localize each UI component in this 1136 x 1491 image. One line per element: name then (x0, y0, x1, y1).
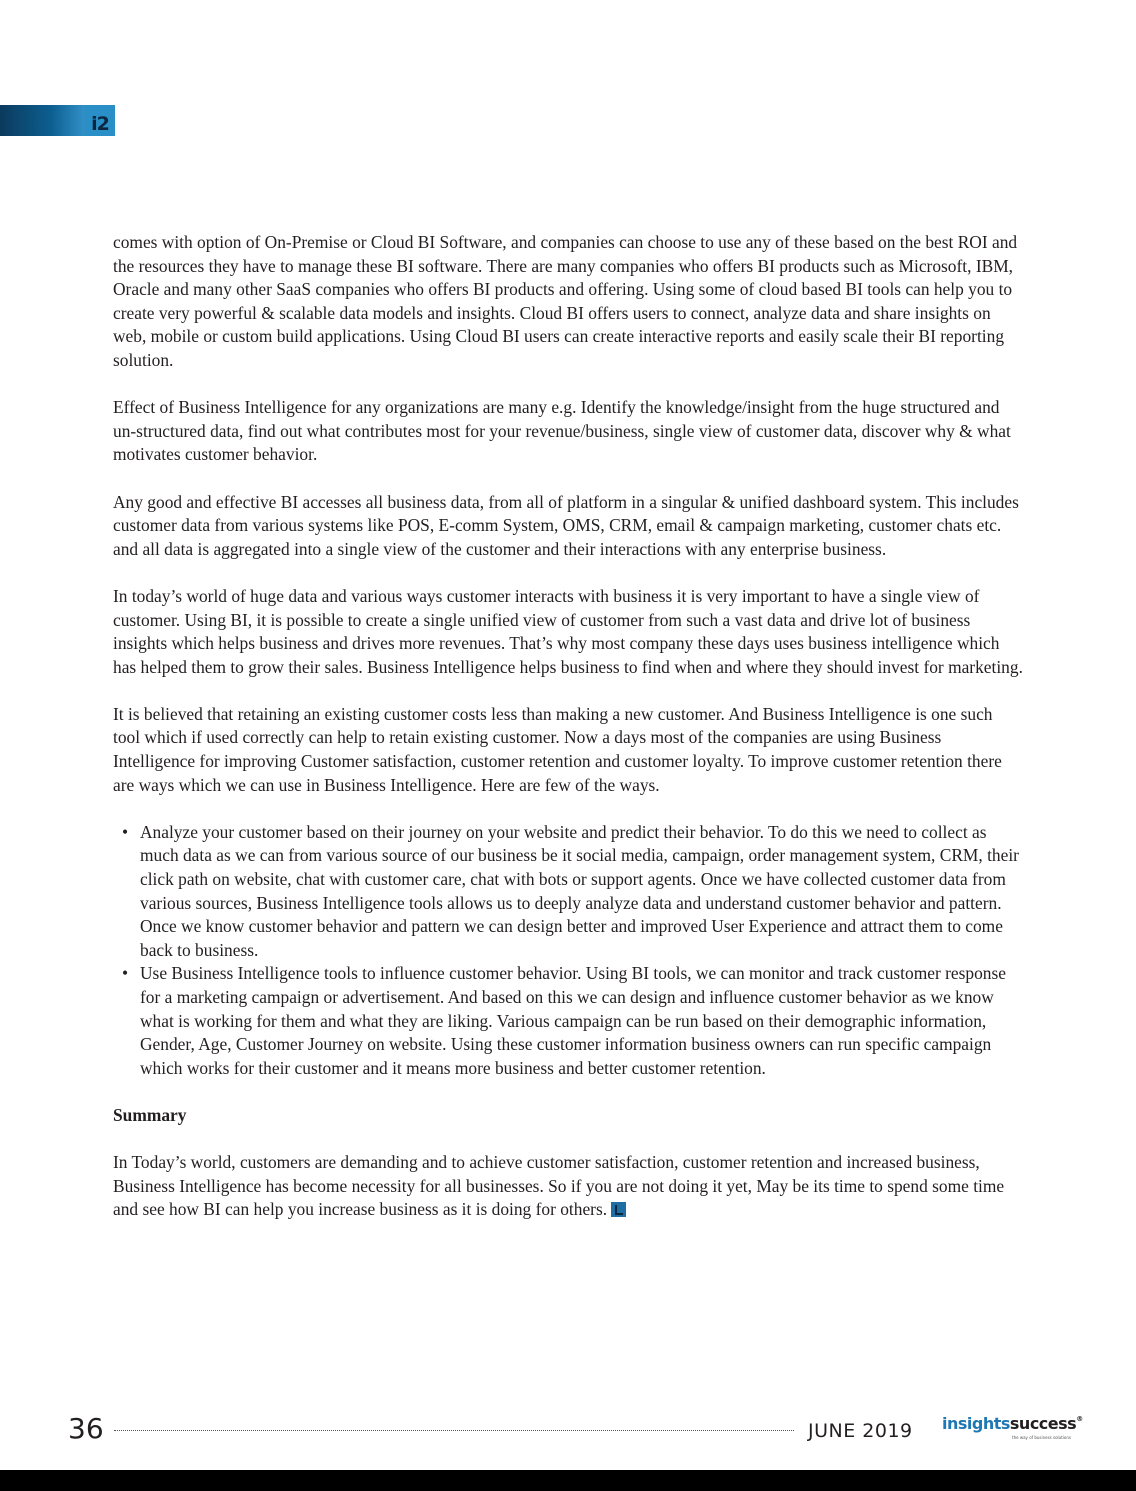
paragraph: Effect of Business Intelligence for any organizations are many e.g. Identify the knowledge/insight from the huge structured and un-structured data, find out what contributes most for your revenue/business, single view of customer data, discover why & what motivates customer behavior. (113, 397, 1011, 465)
brand-logo-icon: i2 (85, 105, 115, 136)
bullet-item: • Analyze your customer based on their journey on your website and predict their behavior. To do this we need to collect as much data as we can from various source of our business be it social media, campaign, order management system, CRM, their click path on website, chat with customer care, chat with bots or support agents. Once we have collected customer data from various sources, Business Intelligence tools allows us to deeply analyze data and understand customer behavior and pattern. Once we know customer behavior and pattern we can design better and improved User Experience and attract them to come back to business. (140, 821, 1023, 963)
issue-date: JUNE 2019 (808, 1420, 913, 1442)
article-body (113, 231, 1023, 1246)
footer-divider (114, 1430, 794, 1431)
bullet-item: • Use Business Intelligence tools to influence customer behavior. Using BI tools, we can monitor and track customer response for a marketing campaign or advertisement. And based on this we can design and influence customer behavior as we know what is working for them and what they are liking. Various campaign can be run based on their demographic information, Gender, Age, Customer Journey on website. Using these customer information business owners can run specific campaign which works for their customer and it means more business and better customer retention. (140, 962, 1023, 1080)
summary-text: In Today’s world, customers are demanding and to achieve customer satisfaction, customer retention and increased business, Business Intelligence has become necessity for all businesses. So if you are not doing it yet, May be its time to spend some time and see how BI can help you increase business as it is doing for others. (113, 1152, 1005, 1220)
page-number: 36 (68, 1412, 104, 1445)
paragraph: Any good and effective BI accesses all business data, from all of platform in a singular & unified dashboard system. This includes customer data from various systems like POS, E-comm System, OMS, CRM, email & campaign marketing, customer chats etc. and all data is aggregated into a single view of the customer and their interactions with any enterprise business. (113, 491, 1019, 559)
paragraph: In today’s world of huge data and various ways customer interacts with business it is very important to have a single view of customer. Using BI, it is possible to create a single unified view of customer from such a vast data and drive lot of business insights which helps business and drives more revenues. That’s why most company these days uses business intelligence which has helped them to grow their sales. Business Intelligence helps business to find when and where they should invest for marketing. (113, 585, 1023, 677)
end-of-article-icon (611, 1202, 626, 1217)
logo-text-insights: insights (942, 1414, 1010, 1433)
paragraph: comes with option of On-Premise or Cloud BI Software, and companies can choose to use any of these based on the best ROI and the resources they have to manage these BI software. There are many companies who offers BI products such as Microsoft, IBM, Oracle and many other SaaS companies who offers BI products and offering. Using some of cloud based BI tools can help you to create very powerful & scalable data models and insights. Cloud BI offers users to connect, analyze data and share insights on web, mobile or custom build applications. Using Cloud BI users can create interactive reports and easily scale their BI reporting solution. (113, 232, 1018, 370)
section-heading: Summary (113, 1104, 187, 1125)
publisher-logo (942, 1416, 1083, 1432)
summary-paragraph (113, 1151, 1023, 1222)
paragraph: It is believed that retaining an existing customer costs less than making a new customer. And Business Intelligence is one such tool which if used correctly can help to retain existing customer. Now a days most of the companies are using Business Intelligence for improving Customer satisfaction, customer retention and customer loyalty. To improve customer retention there are ways which we can use in Business Intelligence. Here are few of the ways. (113, 703, 1002, 795)
logo-tagline: the way of business solutions (1012, 1435, 1071, 1440)
registered-mark: ® (1076, 1415, 1083, 1423)
bullet-list (113, 821, 1023, 1081)
bottom-black-bar (0, 1470, 1136, 1491)
logo-text-success: success (1009, 1414, 1077, 1433)
